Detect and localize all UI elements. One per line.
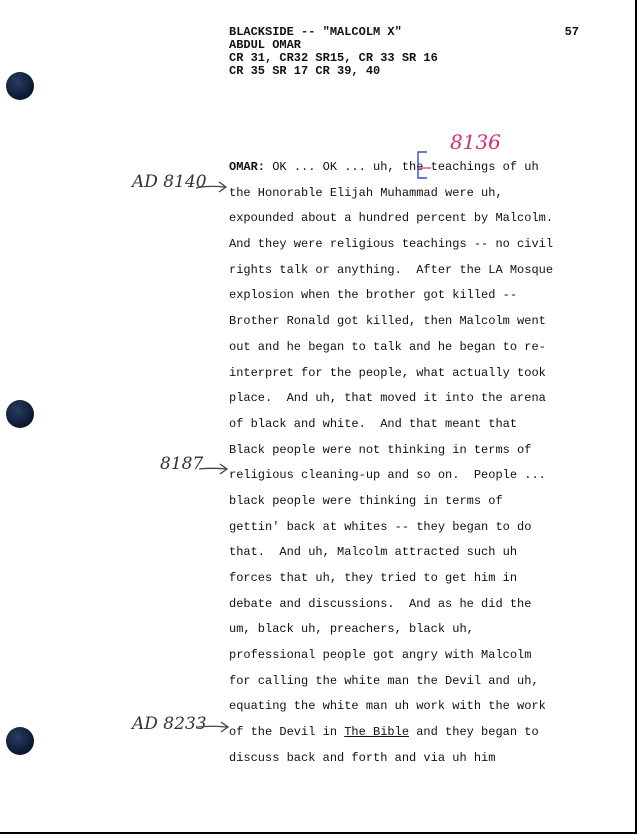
transcript-line-text: and they began to <box>409 725 539 740</box>
transcript-line: And they were religious teachings -- no civil <box>229 237 554 252</box>
transcript-line: expounded about a hundred percent by Malcolm. <box>229 211 554 226</box>
transcript-line: out and he began to talk and he began to re- <box>229 339 546 354</box>
transcript-header <box>229 26 579 78</box>
transcript-line: Brother Ronald got killed, then Malcolm went <box>229 314 546 329</box>
transcript-line: rights talk or anything. After the LA Mosque <box>229 262 554 277</box>
timecode-note: 8187 <box>160 454 204 474</box>
transcript-line: equating the white man uh work with the work <box>229 699 546 714</box>
header-rolls-1: CR 31, CR32 SR15, CR 33 SR 16 <box>229 51 438 65</box>
arrow-right-icon <box>197 720 231 734</box>
transcript-line: that. And uh, Malcolm attracted such uh <box>229 545 518 560</box>
arrow-right-icon <box>198 462 230 476</box>
transcript-line: of black and white. And that meant that <box>229 416 518 431</box>
transcript-body <box>229 155 589 772</box>
header-interviewee: ABDUL OMAR <box>229 38 302 52</box>
transcript-line: place. And uh, that moved it into the arena <box>229 391 546 406</box>
transcript-line: explosion when the brother got killed -- <box>229 288 518 303</box>
page-number: 57 <box>564 25 579 39</box>
transcript-line: um, black uh, preachers, black uh, <box>229 622 474 637</box>
timecode-note: AD 8140 <box>132 172 207 192</box>
binder-hole-top <box>6 72 34 100</box>
transcript-line-text: of the Devil in <box>229 725 345 740</box>
arrow-right-icon <box>195 180 229 194</box>
binder-hole-bottom <box>6 727 34 755</box>
header-title: BLACKSIDE -- "MALCOLM X" <box>229 25 402 39</box>
transcript-line <box>229 720 589 746</box>
book-title: The Bible <box>344 725 410 740</box>
transcript-line: interpret for the people, what actually took <box>229 365 546 380</box>
transcript-line: the Honorable Elijah Muhammad were uh, <box>229 185 503 200</box>
transcript-line: black people were thinking in terms of <box>229 493 503 508</box>
binder-hole-middle <box>6 400 34 428</box>
transcript-line <box>229 155 589 181</box>
transcript-line: Black people were not thinking in terms of <box>229 442 532 457</box>
timecode-note: 8136 <box>450 130 501 154</box>
transcript-line-text: OK ... OK ... uh, the teachings of uh <box>265 160 539 174</box>
transcript-line: debate and discussions. And as he did the <box>229 596 532 611</box>
header-rolls-2: CR 35 SR 17 CR 39, 40 <box>229 64 381 78</box>
transcript-line: for calling the white man the Devil and uh, <box>229 673 539 688</box>
timecode-note: AD 8233 <box>132 714 207 734</box>
transcript-line: religious cleaning-up and so on. People ... <box>229 468 546 483</box>
transcript-line: forces that uh, they tried to get him in <box>229 571 518 585</box>
transcript-line: professional people got angry with Malcolm <box>229 648 532 663</box>
bracket-mark-icon <box>413 148 433 184</box>
speaker-label: OMAR: <box>229 160 266 174</box>
transcript-line: discuss back and forth and via uh him <box>229 750 496 765</box>
transcript-line: gettin' back at whites -- they began to do <box>229 519 532 534</box>
